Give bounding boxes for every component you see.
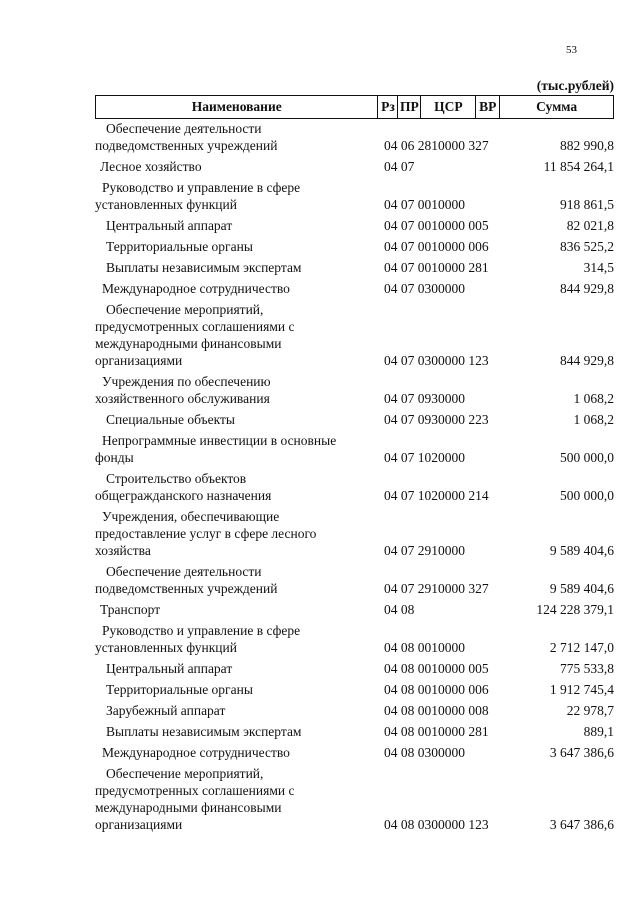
table-row — [95, 372, 614, 410]
row-name — [95, 508, 378, 559]
row-name-line: Международное сотрудничество — [102, 281, 290, 296]
row-name-line: Специальные объекты — [106, 412, 235, 427]
row-name — [95, 723, 378, 740]
row-name — [95, 432, 378, 466]
row-code: 04 07 2910000 — [384, 543, 465, 558]
row-sum: 9 589 404,6 — [549, 581, 614, 596]
row-sum: 3 647 386,6 — [549, 745, 614, 760]
row-name-line: Руководство и управление в сфере — [102, 623, 301, 638]
page-number: 53 — [566, 44, 577, 56]
row-sum: 500 000,0 — [560, 450, 614, 465]
row-name-line: хозяйственного обслуживания — [95, 391, 270, 406]
row-name — [95, 411, 378, 428]
header-pr: ПР — [398, 96, 421, 118]
table-row — [95, 659, 614, 680]
row-sum: 3 647 386,6 — [549, 817, 614, 832]
units-label: (тыс.рублей) — [536, 78, 614, 93]
table-row — [95, 119, 614, 157]
table-row — [95, 507, 614, 562]
row-name-line: Выплаты независимым экспертам — [106, 724, 302, 739]
row-name — [95, 765, 378, 833]
row-name — [95, 660, 378, 677]
row-name — [95, 744, 378, 761]
row-code: 04 08 — [384, 602, 415, 617]
table-body — [95, 119, 614, 836]
row-sum: 2 712 147,0 — [549, 640, 614, 655]
row-name-line: Лесное хозяйство — [100, 159, 202, 174]
table-row — [95, 178, 614, 216]
row-name — [95, 563, 378, 597]
row-code: 04 08 0010000 006 — [384, 682, 489, 697]
row-name-line: Строительство объектов — [106, 471, 247, 486]
row-name-line: фонды — [95, 450, 134, 465]
row-name-line: Международное сотрудничество — [102, 745, 290, 760]
header-rz: Рз — [378, 96, 398, 118]
row-name-line: подведомственных учреждений — [95, 581, 278, 596]
row-name-line: Руководство и управление в сфере — [102, 180, 301, 195]
row-code: 04 07 1020000 — [384, 450, 465, 465]
row-code: 04 07 0010000 005 — [384, 218, 489, 233]
row-name — [95, 238, 378, 255]
row-name-line: подведомственных учреждений — [95, 138, 278, 153]
table-row — [95, 680, 614, 701]
row-name-line: Обеспечение мероприятий, — [106, 302, 264, 317]
row-code: 04 06 2810000 327 — [384, 138, 489, 153]
row-sum: 9 589 404,6 — [549, 543, 614, 558]
row-name-line: предоставление услуг в сфере лесного — [95, 526, 317, 541]
row-name — [95, 217, 378, 234]
row-sum: 500 000,0 — [560, 488, 614, 503]
table-header — [95, 95, 614, 119]
row-name-line: Транспорт — [100, 602, 161, 617]
row-code: 04 08 0300000 — [384, 745, 465, 760]
row-name — [95, 681, 378, 698]
row-name-line: Обеспечение деятельности — [106, 564, 262, 579]
row-code: 04 07 0930000 — [384, 391, 465, 406]
row-name-line: Учреждения по обеспечению — [102, 374, 271, 389]
row-name-line: установленных функций — [95, 640, 237, 655]
row-code: 04 07 0010000 281 — [384, 260, 489, 275]
header-name: Наименование — [96, 96, 378, 118]
table-row — [95, 410, 614, 431]
table-row — [95, 600, 614, 621]
table-row — [95, 258, 614, 279]
row-code: 04 08 0010000 008 — [384, 703, 489, 718]
row-code: 04 07 0010000 — [384, 197, 465, 212]
budget-table — [95, 95, 614, 836]
row-sum: 1 068,2 — [573, 391, 614, 406]
row-name-line: Центральный аппарат — [106, 661, 233, 676]
row-name-line: предусмотренных соглашениями с — [95, 783, 295, 798]
row-name-line: Территориальные органы — [106, 239, 253, 254]
table-row — [95, 237, 614, 258]
row-code: 04 07 1020000 214 — [384, 488, 489, 503]
row-name-line: организациями — [95, 353, 183, 368]
row-name — [95, 179, 378, 213]
row-name-line: международными финансовыми — [95, 336, 282, 351]
table-row — [95, 743, 614, 764]
table-row — [95, 469, 614, 507]
table-row — [95, 300, 614, 372]
row-name-line: Выплаты независимым экспертам — [106, 260, 302, 275]
row-code: 04 07 0930000 223 — [384, 412, 489, 427]
row-sum: 918 861,5 — [560, 197, 614, 212]
table-row — [95, 562, 614, 600]
row-sum: 889,1 — [583, 724, 614, 739]
row-name-line: Территориальные органы — [106, 682, 253, 697]
row-sum: 22 978,7 — [566, 703, 614, 718]
row-name-line: Центральный аппарат — [106, 218, 233, 233]
row-code: 04 08 0010000 005 — [384, 661, 489, 676]
row-name — [95, 301, 378, 369]
row-sum: 844 929,8 — [560, 281, 614, 296]
header-sum: Сумма — [500, 96, 614, 118]
row-sum: 844 929,8 — [560, 353, 614, 368]
header-csr: ЦСР — [421, 96, 476, 118]
row-name-line: международными финансовыми — [95, 800, 282, 815]
header-vr: ВР — [476, 96, 500, 118]
table-row — [95, 621, 614, 659]
row-name — [95, 120, 378, 154]
row-name-line: общегражданского назначения — [95, 488, 272, 503]
row-sum: 882 990,8 — [560, 138, 614, 153]
row-name-line: предусмотренных соглашениями с — [95, 319, 295, 334]
row-code: 04 07 0300000 123 — [384, 353, 489, 368]
row-code: 04 08 0300000 123 — [384, 817, 489, 832]
row-code: 04 07 — [384, 159, 415, 174]
row-sum: 1 068,2 — [573, 412, 614, 427]
row-sum: 1 912 745,4 — [549, 682, 614, 697]
row-name — [95, 470, 378, 504]
row-name — [95, 373, 378, 407]
table-row — [95, 216, 614, 237]
row-name-line: организациями — [95, 817, 183, 832]
row-name-line: хозяйства — [95, 543, 151, 558]
table-row — [95, 431, 614, 469]
row-name-line: Обеспечение деятельности — [106, 121, 262, 136]
row-name — [95, 158, 378, 175]
row-name — [95, 702, 378, 719]
row-name — [95, 622, 378, 656]
table-row — [95, 764, 614, 836]
row-sum: 82 021,8 — [566, 218, 614, 233]
row-name — [95, 280, 378, 297]
row-sum: 836 525,2 — [560, 239, 614, 254]
row-sum: 775 533,8 — [560, 661, 614, 676]
row-name-line: Обеспечение мероприятий, — [106, 766, 264, 781]
row-sum: 314,5 — [583, 260, 614, 275]
row-name-line: Непрограммные инвестиции в основные — [102, 433, 337, 448]
row-name — [95, 601, 378, 618]
row-code: 04 07 2910000 327 — [384, 581, 489, 596]
table-row — [95, 157, 614, 178]
table-row — [95, 279, 614, 300]
row-name-line: установленных функций — [95, 197, 237, 212]
row-code: 04 07 0010000 006 — [384, 239, 489, 254]
row-name — [95, 259, 378, 276]
table-row — [95, 722, 614, 743]
row-code: 04 08 0010000 — [384, 640, 465, 655]
row-name-line: Учреждения, обеспечивающие — [102, 509, 280, 524]
row-sum: 124 228 379,1 — [536, 602, 614, 617]
row-code: 04 08 0010000 281 — [384, 724, 489, 739]
row-sum: 11 854 264,1 — [543, 159, 614, 174]
table-row — [95, 701, 614, 722]
row-code: 04 07 0300000 — [384, 281, 465, 296]
row-name-line: Зарубежный аппарат — [106, 703, 226, 718]
